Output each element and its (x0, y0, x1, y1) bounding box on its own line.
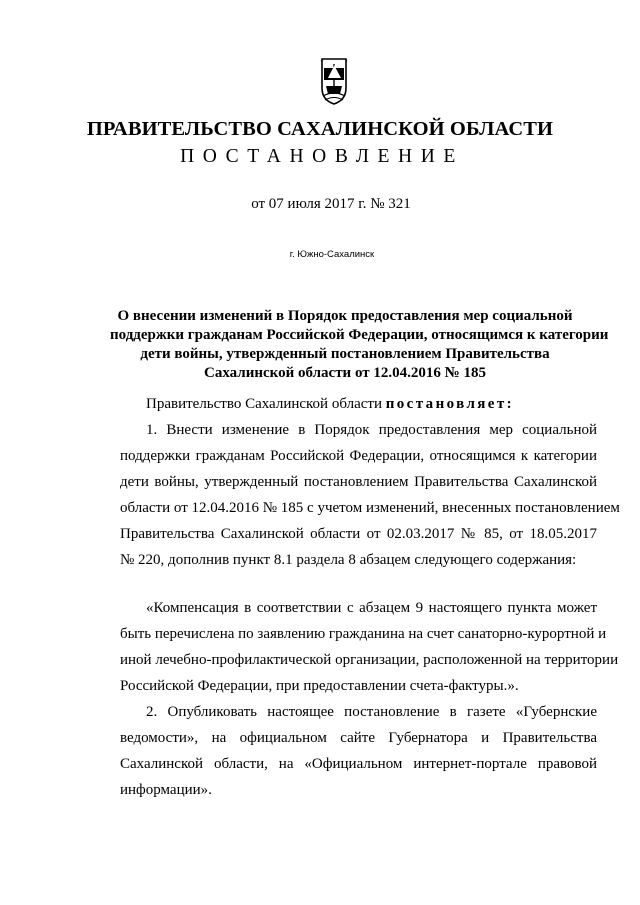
paragraph-line: 2. Опубликовать настоящее постановление в газете «Губернские (146, 704, 597, 720)
paragraph-line: № 220, дополнив пункт 8.1 раздела 8 абзацем следующего содержания: (120, 552, 577, 568)
paragraph-line: Сахалинской области, на «Официальном интернет-портале правовой (120, 756, 597, 772)
paragraph-line: поддержки гражданам Российской Федерации, относящимся к категории (120, 448, 597, 464)
intro-emphasis: постановляет: (385, 396, 515, 412)
quote-line: «Компенсация в соответствии с абзацем 9 настоящего пункта может (146, 600, 597, 616)
heading-line: дети войны, утвержденный постановлением Правительства (140, 346, 550, 362)
heading-line: поддержки гражданам Российской Федерации, относящимся к категории (110, 327, 609, 343)
paragraph-line: 1. Внести изменение в Порядок предоставления мер социальной (146, 422, 597, 438)
intro-text: Правительство Сахалинской области (146, 396, 386, 412)
intro-line (146, 394, 623, 414)
coat-of-arms-icon (320, 56, 348, 106)
document-heading (110, 307, 609, 383)
paragraph-line: информации». (120, 782, 212, 798)
paragraph-line: ведомости», на официальном сайте Губернатора и Правительства (120, 730, 597, 746)
quote-line: Российской Федерации, при предоставлении счета-фактуры.». (120, 678, 519, 694)
issuing-authority: ПРАВИТЕЛЬСТВО САХАЛИНСКОЙ ОБЛАСТИ (86, 118, 554, 140)
heading-line: О внесении изменений в Порядок предоставления мер социальной (117, 308, 573, 324)
paragraph-line: области от 12.04.2016 № 185 с учетом изменений, внесенных постановлением (120, 500, 620, 516)
paragraph-line: дети войны, утвержденный постановлением Правительства Сахалинской (120, 474, 597, 490)
document-date-number: от 07 июля 2017 г. № 321 (251, 196, 411, 212)
document-city: г. Южно-Сахалинск (289, 249, 375, 260)
quote-line: быть перечислена по заявлению гражданина на счет санаторно-курортной и (120, 626, 607, 642)
heading-line: Сахалинской области от 12.04.2016 № 185 (204, 365, 486, 381)
paragraph-line: Правительства Сахалинской области от 02.03.2017 № 85, от 18.05.2017 (120, 526, 597, 542)
quote-line: иной лечебно-профилактической организации, расположенной на территории (120, 652, 619, 668)
document-type: ПОСТАНОВЛЕНИЕ (180, 146, 464, 167)
